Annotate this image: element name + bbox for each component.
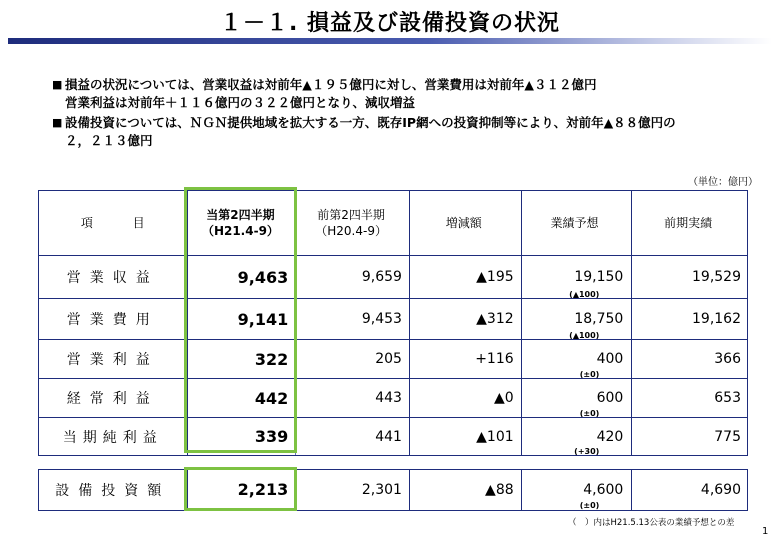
prior-year-value: 775 bbox=[714, 428, 741, 445]
forecast-note: (▲100) bbox=[569, 331, 600, 340]
bullet-line: 設備投資については、ＮＧＮ提供地域を拡大する一方、既存IP網への投資抑制等により、対前年▲８８億円の bbox=[65, 115, 676, 130]
forecast-value: 18,750 (▲100) bbox=[569, 311, 624, 340]
financial-table bbox=[38, 190, 748, 456]
table-row bbox=[39, 339, 747, 378]
current-value: 9,141 bbox=[237, 309, 289, 329]
previous-value: 443 bbox=[375, 390, 402, 406]
current-column-highlight bbox=[184, 187, 297, 453]
bullet-line: 損益の状況については、営業収益は対前年▲１９５億円に対し、営業費用は対前年▲３１２億円 bbox=[65, 77, 597, 92]
row-label: 営業収益 bbox=[66, 270, 159, 286]
bullet-pl bbox=[52, 76, 752, 112]
header-current: 当第2四半期 （H21.4-9） bbox=[201, 208, 279, 238]
prior-year-value: 4,690 bbox=[700, 481, 741, 498]
forecast-value: 19,150 (▲100) bbox=[569, 269, 624, 299]
capex-table bbox=[38, 469, 748, 511]
header-change: 増減額 bbox=[445, 216, 482, 230]
row-label: 当期純利益 bbox=[62, 429, 163, 446]
forecast-note: (±0) bbox=[579, 409, 600, 418]
change-value: ▲88 bbox=[485, 481, 514, 498]
row-label: 営業費用 bbox=[66, 312, 159, 328]
previous-value: 205 bbox=[375, 351, 402, 367]
header-item: 項 目 bbox=[80, 216, 145, 230]
forecast-note: (+30) bbox=[574, 447, 600, 456]
summary-bullets bbox=[52, 76, 752, 150]
header-forecast: 業績予想 bbox=[550, 216, 599, 230]
row-label: 設備投資額 bbox=[55, 482, 171, 499]
table-row bbox=[39, 255, 747, 298]
bullet-capex bbox=[52, 114, 752, 150]
previous-value: 2,301 bbox=[361, 481, 402, 498]
bullet-line: 営業利益は対前年＋１１６億円の３２２億円となり、減収増益 bbox=[65, 95, 416, 110]
bullet-line: ２，２１３億円 bbox=[65, 133, 153, 148]
bullet-mark: ■ bbox=[52, 78, 63, 91]
prior-year-value: 19,529 bbox=[692, 269, 741, 285]
forecast-note: (▲100) bbox=[569, 290, 600, 299]
forecast-value: 400 (±0) bbox=[579, 351, 624, 379]
capex-current-highlight bbox=[184, 467, 297, 511]
table-row bbox=[39, 298, 747, 339]
change-value: +116 bbox=[475, 351, 514, 367]
forecast-value: 420 (+30) bbox=[574, 428, 624, 456]
unit-label: （単位：億円） bbox=[688, 177, 758, 188]
forecast-value: 600 (±0) bbox=[579, 390, 624, 418]
forecast-note: (±0) bbox=[579, 370, 600, 379]
footnote: （ ）内はH21.5.13公表の業績予想との差 bbox=[568, 518, 735, 528]
table-header-row bbox=[39, 191, 747, 255]
prior-year-value: 366 bbox=[714, 351, 741, 367]
bullet-mark: ■ bbox=[52, 116, 63, 129]
page-title: １－１. 損益及び設備投資の状況 bbox=[219, 11, 561, 36]
change-value: ▲312 bbox=[476, 311, 514, 327]
prior-year-value: 653 bbox=[714, 390, 741, 406]
change-value: ▲101 bbox=[476, 428, 514, 445]
previous-value: 441 bbox=[375, 428, 402, 445]
prior-year-value: 19,162 bbox=[692, 311, 741, 327]
current-value: 442 bbox=[254, 388, 289, 408]
header-previous: 前第2四半期 （H20.4-9） bbox=[315, 208, 387, 238]
change-value: ▲195 bbox=[476, 269, 514, 285]
previous-value: 9,659 bbox=[361, 269, 402, 285]
forecast-value: 4,600 (±0) bbox=[579, 481, 624, 510]
title-underline bbox=[8, 38, 772, 44]
change-value: ▲0 bbox=[493, 390, 514, 406]
table-row bbox=[39, 378, 747, 417]
current-value: 322 bbox=[254, 349, 289, 369]
header-prior-year: 前期実績 bbox=[664, 216, 713, 230]
previous-value: 9,453 bbox=[361, 311, 402, 327]
table-row bbox=[39, 417, 747, 455]
current-value: 339 bbox=[254, 427, 289, 446]
forecast-note: (±0) bbox=[579, 501, 600, 510]
current-value: 9,463 bbox=[237, 267, 289, 287]
row-label: 経常利益 bbox=[66, 391, 159, 407]
table-row bbox=[39, 470, 747, 509]
row-label: 営業利益 bbox=[66, 352, 159, 368]
current-value: 2,213 bbox=[237, 480, 289, 499]
page-number: 1 bbox=[762, 526, 769, 537]
